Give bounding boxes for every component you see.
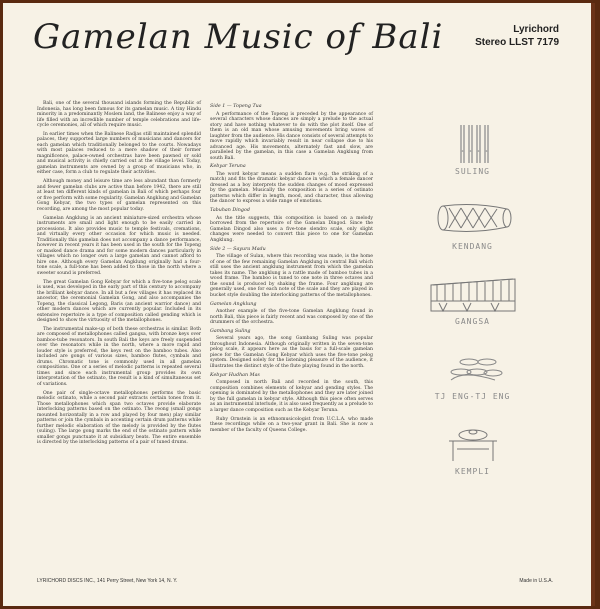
paragraph: The great Gamelan Gong Kebyar for which a five-tone pelog scale is used, was developed in the early part of this century to accompany the brilliant kebyar dance. In all but a few villages it has replaced its ancestor, the ceremonial Gamelan Gong, and also accompanies the Topeng, the classical Legong, Baris (an ancient warrior dance) and other modern dances which are currently popular. Included in its extensive repertoire is a type of composition called gending which is designed to show the virtuosity of the metallophones. — [37, 279, 201, 324]
figure-caption: KEMPLI — [455, 467, 490, 476]
author-note: Ruby Ornstein is an ethnomusicologist from U.C.L.A. who made these recordings while on a two-year grant in Bali. She is now a member of the faculty of Queens College. — [210, 416, 373, 433]
section-text: Another example of the five-tone Gamelan Angklung found in north Bali, this piece is fairly recent and was composed by one of the drummers of the orchestra. — [210, 309, 373, 326]
paragraph: Bali, one of the several thousand islands forming the Republic of Indonesia, has long been famous for its gamelan music. A tiny Hindu minority in a predominantly Moslem land, the Balinese enjoy a way of life filled with an incredible number of temple celebrations and life-cycle ceremonies, all of which require music. — [37, 101, 201, 128]
album-title: Gamelan Music of Bali — [33, 17, 444, 57]
figure-caption: KENDANG — [452, 242, 493, 251]
paragraph: Although money and leisure time are less abundant than formerly and fewer gamelan clubs are active than before 1942, there are still at least ten different kinds of gamelan in Bali of which perhaps four or five perform with some regularity. Gamelan Angklung and Gamelan Gong Kebyar, the two types of gamelan represented on this recording, are among the most popular today. — [37, 179, 201, 212]
made-in-label: Made in U.S.A. — [519, 578, 553, 584]
section-text: As the title suggests, this composition is based on a melody borrowed from the repertoire of the Gamelan Dingod. Since the Gamelan Dingod also uses a five-tone slendro scale, only slight changes were needed to convert this piece to one for Gamelan Angklung. — [210, 215, 373, 243]
section-text: The village of Sulan, where this recording was made, is the home of one of the few remaining Gamelan Angklung in central Bali which still uses the ancient angklung instrument from which the gamelan takes its name. The angklung is a rattle made of bamboo tubes in a wood frame. The bamboo is tuned to one note in three octaves and the sound is produced by shaking the frame. Four angklung are generally used, one for each note of the scale and they are played in bucket style doubling the interlocking patterns of the metallophones. — [210, 254, 373, 298]
figure-caption: SULING — [455, 167, 490, 176]
suling-flutes-icon — [403, 121, 543, 165]
section-text: Several years ago, the song Gambang Suling was popular throughout Indonesia. Although originally written in the seven-tone pelog scale, it appears here as the basis for a full-scale gamelan piece for the Gamelan Gong Kebyar which uses the five-tone pelog system. Designed solely for the listening pleasure of the audience, it illustrates the distinct style of the flute playing found in the north. — [210, 336, 373, 369]
paragraph: In earlier times when the Balinese Radjas still maintained splendid palaces, they supported large numbers of musicians and dancers for each gamelan which traditionally belonged to the courts. Nowadays with most palaces reduced to a mere shadow of their former magnificence, palace-owned orchestras have been pawned or sold and musical activity is chiefly carried out at the village level. Today, gamelan instruments are owned by a group of musicians who, in either case, form a club to regulate their activities. — [37, 131, 201, 176]
section-heading: Side 2 — Sayura Madu — [210, 246, 266, 252]
figure-kempli — [395, 421, 550, 476]
paragraph: One pair of single-octave metallophones performs the basic melodic ostinato, while a second pair extracts certain tones from it. Those metallophones which span two octaves provide elaborate interlocking patterns based on the ostinato. The reong (small gongs mounted horizontally in a row and played by four men) play similar patterns or join the cymbals in accenting certain drum patterns while further melodic elaboration of the melody is provided by the flutes (suling). The large gong marks the end of the ostinato pattern while smaller gongs punctuate it at subsidiary beats. The entire ensemble is directed by the interlocking patterns of a pair of tuned drums. — [37, 390, 201, 446]
section-heading: Side 1 — Topeng Tua — [210, 104, 262, 109]
paragraph: The instrumental make-up of both these orchestras is similar. Both are composed of metallophones called gangsa, with bronze keys over bamboo-tube resonators. In south Bali the keys are freely suspended over the resonators while in the north, where a more rapid and louder style is preferred, the keys rest on the bamboo tubes. Also included are gongs of various sizes, bamboo flutes, cymbals and drums. Chromatic tone is commonly used in all gamelan compositions. One or a series of melodic patterns is repeated several times and since each instrumental group provides its own interpretation of the ostinato, the result is a kind of simultaneous set of variations. — [37, 326, 201, 387]
section-heading: Tabuhan Dingod — [210, 208, 250, 214]
section-heading: Kebyar Hudhan Mas — [210, 372, 260, 378]
section-heading: Gamelan Angklung — [210, 301, 257, 307]
figure-caption: TJ ENG-TJ ENG — [434, 392, 511, 401]
label-name: Lyrichord — [513, 24, 559, 35]
figure-cymbals — [395, 346, 550, 401]
section-text: Composed in north Bali and recorded in the south, this composition combines elements of kebyar and gending styles. The opening is dominated by the metallophones and they are later joined by the full gamelan in kebyar style. Although this piece often serves as an instrumental interlude, it is also used frequently as a prelude to a larger dance composition such as the Kebyar Teruna. — [210, 380, 373, 413]
publisher-address: LYRICHORD DISCS INC., 141 Perry Street, New York 14, N. Y. — [37, 578, 178, 584]
section-heading: Gambang Suling — [210, 328, 251, 334]
kempli-gong-icon — [403, 421, 543, 465]
gangsa-metallophone-icon — [403, 271, 543, 315]
figure-gangsa — [395, 271, 550, 326]
section-heading: Kebyar Teruna — [210, 164, 246, 170]
kendang-drum-icon — [403, 196, 543, 240]
album-back-cover — [3, 3, 595, 606]
figure-suling — [395, 121, 550, 176]
section-text: The word kebyar means a sudden flare (e.g. the striking of a match) and fits the dramatic kebyar dance in which a female dancer dressed as a boy interprets the sudden changes of mood expressed by the gamelan. Musically the composition is a series of ostinato patterns which differ in length, mood, and character, thus allowing the dancer to express a wide range of emotions. — [210, 171, 373, 205]
liner-notes-column-2 — [210, 101, 373, 437]
liner-notes-column-1 — [37, 101, 201, 449]
catalog-number: Stereo LLST 7179 — [475, 37, 559, 48]
record-label-block — [475, 23, 559, 49]
figure-caption: GANGSA — [455, 317, 490, 326]
section-text: A performance of the Topeng is preceded by the appearance of several characters whose dances are simply a prelude to the actual story and have nothing whatever to do with the plot itself. One of them is an old man whose amusing movements bring waves of laughter from the audience. His dance consists of several attempts to move rapidly which invariably result in near collapse due to his advanced age. His movements, alternately fast and slow, are paralleled by the gamelan, in this case a Gamelan Angklung from south Bali. — [210, 111, 373, 161]
cymbals-icon — [403, 346, 543, 390]
paragraph: Gamelan Angklung is an ancient miniature-sized orchestra whose instruments are small and light enough to be easily carried in processions. It also provides music to temple festivals, cremations, and virtually every other occasion for which music is needed. Traditionally this gamelan does not accompany a dance performance, however in recent years it has been used in the south for the Topeng or masked dance drama and for some modern dances particularly in villages which no longer own a large gamelan and cannot afford to hire one. Although every Gamelan Angklung originally had a four-tone scale, a full-tone has been added to those in the north where a sweeter sound is preferred. — [37, 215, 201, 276]
figure-kendang — [395, 196, 550, 251]
